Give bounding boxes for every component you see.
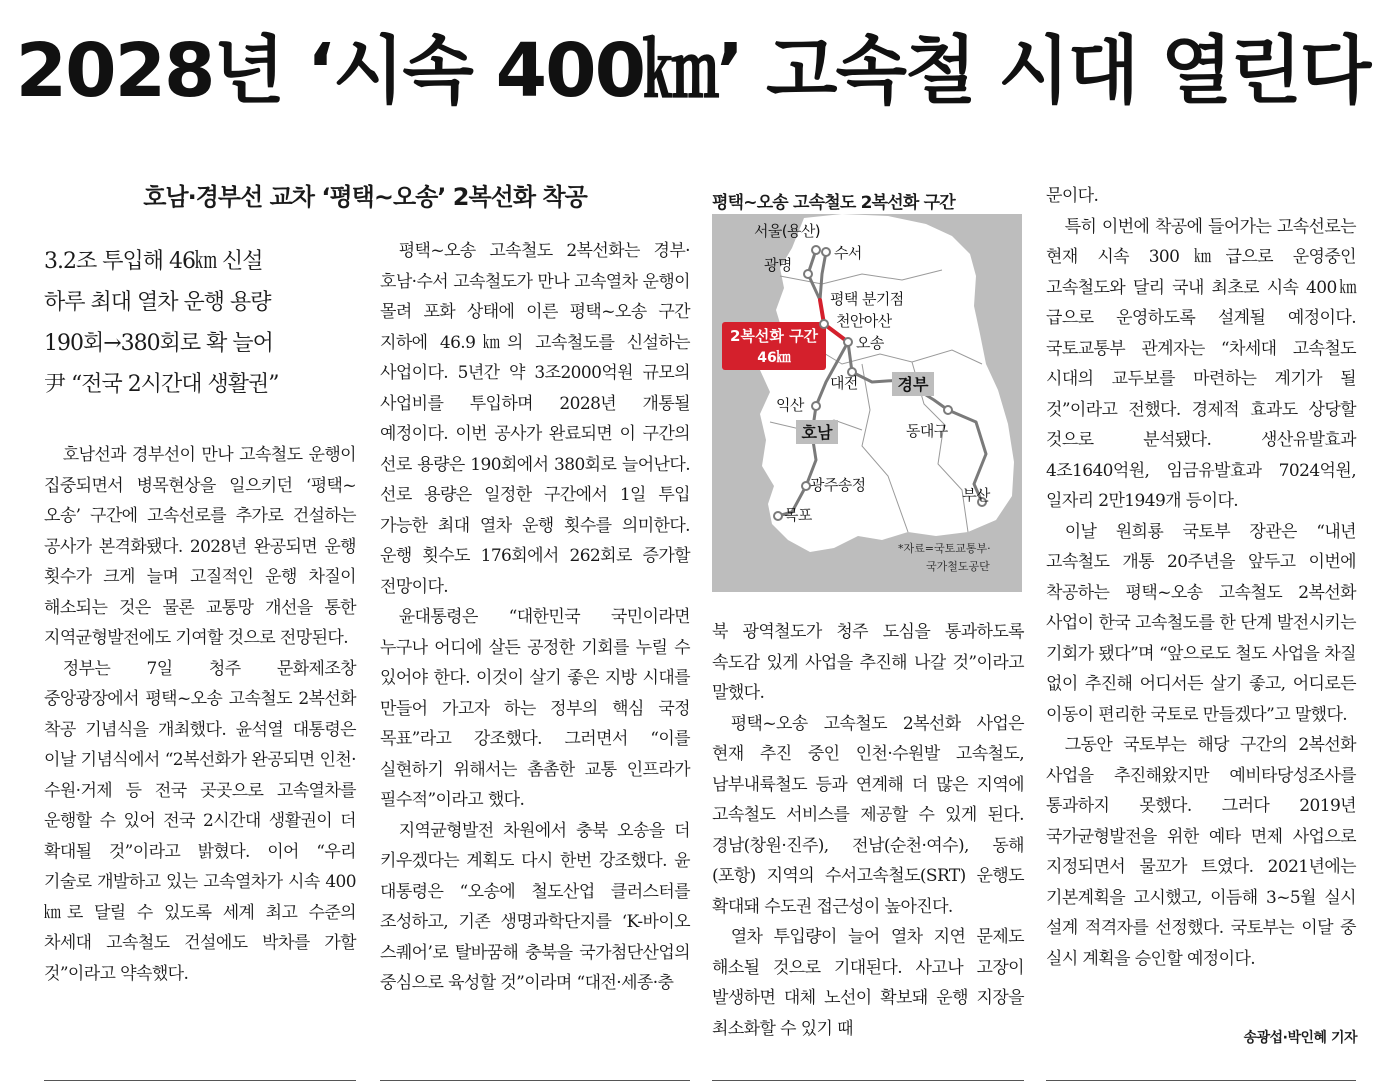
summary-line: 190회→380회로 확 늘어 [44,331,273,356]
paragraph: 정부는 7일 청주 문화제조창 중앙광장에서 평택~오송 고속철도 2복선화 착공 기념식을 개최했다. 윤석열 대통령은 이날 기념식에서 “2복선화가 완공되면 인천·수원·거제 등 전국 곳곳으로 고속열차를 운행할 수 있어 전국 2시간대 생활권이 더 확대될 것”이라고 밝혔다. 이어 “우리 기술로 개발하고 있는 고속열차가 시속 400㎞로 달릴 수 있도록 세계 최고 수준의 차세대 고속철도 건설에도 박차를 가할 것”이라고 약속했다. [44,658,356,984]
bottom-rule [1046,1080,1356,1081]
map-title: 평택~오송 고속철도 2복선화 구간 [712,193,955,213]
station-dot [822,248,830,256]
station-label-gwangmyeong: 광명 [764,256,792,274]
station-label-daejeon: 대전 [830,374,858,392]
bottom-rule [380,1080,690,1081]
station-label-cheonan: 천안아산 [836,312,892,330]
paragraph: 열차 투입량이 늘어 열차 지연 문제도 해소될 것으로 기대된다. 사고나 고장이 발생하면 대체 노선이 확보돼 운행 지장을 최소화할 수 있기 때 [712,927,1024,1039]
paragraph: 호남선과 경부선이 만나 고속철도 운행이 집중되면서 병목현상을 일으키던 ‘평택~오송’ 구간에 고속선로를 추가로 건설하는 공사가 본격화됐다. 2028년 완공되면 운행 횟수가 크게 늘며 고질적인 운행 차질이 해소되는 것은 물론 교통망 개선을 통한 지역균형발전에도 기여할 것으로 전망된다. [44,445,356,648]
section-badge-label: 2복선화 구간 [729,327,819,345]
station-label-suseo: 수서 [834,244,862,262]
station-dot [944,406,952,414]
station-label-iksan: 익산 [776,396,804,414]
map-source-line1: *자료=국토교통부· [898,542,991,555]
station-label-osong: 오송 [856,334,884,352]
bottom-rule [44,1080,356,1081]
station-dot [774,512,782,520]
station-label-seoul: 서울(용산) [754,222,821,240]
station-label-busan: 부산 [962,486,990,504]
paragraph: 지역균형발전 차원에서 충북 오송을 더 키우겠다는 계획도 다시 한번 강조했다. 윤 대통령은 “오송에 철도산업 클러스터를 조성하고, 기존 생명과학단지를 ‘K-바이오 스퀘어’로 탈바꿈해 충북을 국가첨단산업의 중심으로 육성할 것”이라며 “대전·세종·충 [380,820,690,993]
paragraph: 평택~오송 고속철도 2복선화는 경부·호남·수서 고속철도가 만나 고속열차 운행이 몰려 포화 상태에 이른 평택~오송 구간 지하에 46.9㎞의 고속철도를 신설하는 사업이다. 5년간 약 3조2000억원 규모의 사업비를 투입하며 2028년 개통될 예정이다. 이번 공사가 완료되면 이 구간의 선로 용량은 190회에서 380회로 늘어난다. 선로 용량은 일정한 구간에서 1일 투입 가능한 최대 열차 운행 횟수를 의미한다. 운행 횟수도 176회에서 262회로 증가할 전망이다. [380,241,690,597]
summary-line: 尹 “전국 2시간대 생활권” [44,372,279,397]
section-badge-length: 46㎞ [757,350,791,366]
map-source-line2: 국가철도공단 [926,560,990,573]
line-badge-honam-label: 호남 [801,423,833,442]
paragraph: 문이다. [1046,186,1099,206]
station-dot [804,270,812,278]
station-dot [844,338,852,346]
station-label-gwangju: 광주송정 [810,476,866,494]
summary-line: 3.2조 투입해 46㎞ 신설 [44,249,263,274]
byline: 송광섭·박인혜 기자 [1243,1030,1357,1046]
station-label-pyeongtaek: 평택 분기점 [830,290,904,308]
paragraph: 윤대통령은 “대한민국 국민이라면 누구나 어디에 살든 공정한 기회를 누릴 수 있어야 한다. 이것이 살기 좋은 지방 시대를 만들어 가고자 하는 정부의 핵심 국정 목표”라고 강조했다. 그러면서 “이를 실현하기 위해서는 촘촘한 교통 인프라가 필수적”이라고 했다. [380,607,690,810]
summary-box [44,241,364,405]
headline: 2028년 ‘시속 400㎞’ 고속철 시대 열린다 [15,28,1370,114]
station-dot [820,320,828,328]
paragraph: 특히 이번에 착공에 들어가는 고속선로는 현재 시속 300㎞급으로 운영중인 고속철도와 달리 국내 최초로 시속 400㎞급으로 운영하도록 설계될 예정이다. 국토교통부 관계자는 “차세대 고속철도 시대의 교두보를 마련하는 계기가 될 것”이라고 전했다. 경제적 효과도 상당할 것으로 분석됐다. 생산유발효과 4조1640억원, 임금유발효과 7024억원, 일자리 2만1949개 등이다. [1046,216,1356,511]
station-label-dongdaegu: 동대구 [906,422,948,440]
summary-line: 하루 최대 열차 운행 용량 [44,290,271,315]
line-badge-gyeongbu-label: 경부 [897,375,929,394]
station-dot [812,402,820,410]
paragraph: 그동안 국토부는 해당 구간의 2복선화 사업을 추진해왔지만 예비타당성조사를 통과하지 못했다. 그러다 2019년 국가균형발전을 위한 예타 면제 사업으로 지정되면서 물꼬가 트였다. 2021년에는 기본계획을 고시했고, 이듬해 3~5월 실시 설계 적격자를 선정했다. 국토부는 이달 중 실시 계획을 승인할 예정이다. [1046,735,1356,969]
map-graphic [712,214,1022,592]
paragraph: 평택~오송 고속철도 2복선화 사업은 현재 추진 중인 인천·수원발 고속철도, 남부내륙철도 등과 연계해 더 많은 지역에 고속철도 서비스를 제공할 수 있게 된다. 경남(창원·진주), 전남(순천·여수), 동해(포항) 지역의 수서고속철도(SRT) 운행도 확대돼 수도권 접근성이 높아진다. [712,713,1024,917]
station-dot [812,246,820,254]
station-dot [802,482,810,490]
paragraph: 북 광역철도가 청주 도심을 통과하도록 속도감 있게 사업을 추진해 나갈 것”이라고 말했다. [712,622,1024,703]
paragraph: 이날 원희룡 국토부 장관은 “내년 고속철도 개통 20주년을 앞두고 이번에 착공하는 평택~오송 고속철도 2복선화 사업이 한국 고속철도를 한 단계 발전시키는 기회가 됐다”며 “앞으로도 철도 사업을 차질 없이 추진해 어디서든 살기 좋고, 어디로든 이동이 편리한 국토로 만들겠다”고 말했다. [1046,521,1356,725]
bottom-rule [712,1080,1024,1081]
railway-map [712,214,1022,592]
subheadline: 호남·경부선 교차 ‘평택~오송’ 2복선화 착공 [143,183,587,211]
station-label-mokpo: 목포 [784,506,812,524]
